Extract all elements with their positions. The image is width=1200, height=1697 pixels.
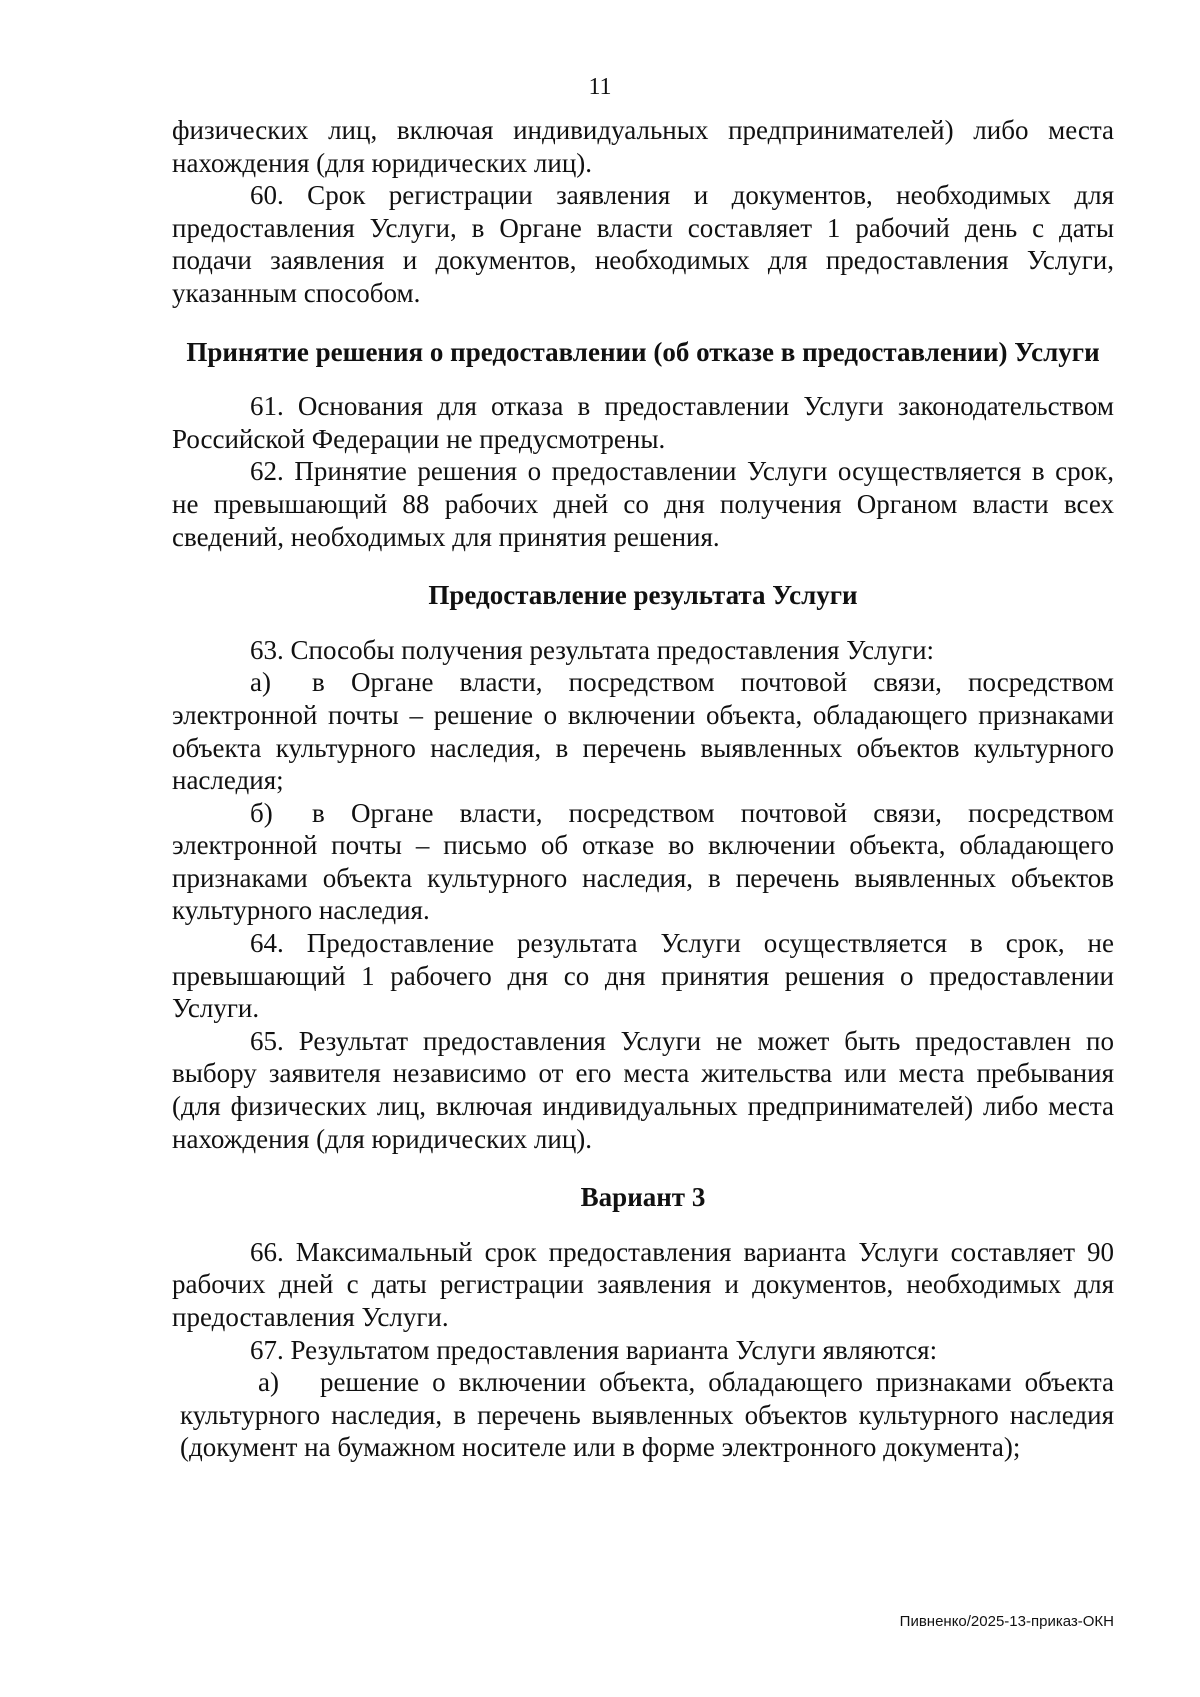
list-item-b	[172, 797, 1114, 927]
paragraph-64: 64. Предоставление результата Услуги осуществляется в срок, не превышающий 1 рабочего дня со дня принятия решения о предоставлении Услуги.	[172, 928, 1114, 1024]
paragraph-65: 65. Результат предоставления Услуги не может быть предоставлен по выбору заявителя независимо от его места жительства или места пребывания (для физических лиц, включая индивидуальных предпринимателей) либо места нахождения (для юридических лиц).	[172, 1025, 1114, 1154]
paragraph-62: 62. Принятие решения о предоставлении Услуги осуществляется в срок, не превышающий 88 рабочих дней со дня получения Органом власти всех сведений, необходимых для принятия решения.	[172, 456, 1114, 552]
document-body	[172, 114, 1114, 1464]
list-marker: а)	[258, 1367, 279, 1398]
list-item-text: в Органе власти, посредством почтовой связи, посредством электронной почты – решение о включении объекта, обладающего признаками объекта культурного наследия, в перечень выявленных объектов культурного наследия;	[172, 667, 1114, 796]
list-item-a	[172, 1366, 1114, 1464]
section-heading-result: Предоставление результата Услуги	[428, 580, 858, 611]
list-item-text: в Органе власти, посредством почтовой связи, посредством электронной почты – письмо об отказе во включении объекта, обладающего признаками объекта культурного наследия, в перечень выявленных объектов культурного наследия.	[172, 797, 1114, 926]
paragraph-61: 61. Основания для отказа в предоставлении Услуги законодательством Российской Федерации не предусмотрены.	[172, 391, 1114, 454]
paragraph-continuation: физических лиц, включая индивидуальных предпринимателей) либо места нахождения (для юридических лиц).	[172, 115, 1114, 178]
paragraph-67: 67. Результатом предоставления варианта Услуги являются:	[250, 1334, 938, 1365]
section-heading-variant-3: Вариант 3	[580, 1182, 706, 1213]
page-number: 11	[588, 74, 612, 100]
list-item-text: решение о включении объекта, обладающего признаками объекта культурного наследия, в перечень выявленных объектов культурного наследия (документ на бумажном носителе или в форме электронного документа);	[180, 1367, 1114, 1463]
paragraph-60: 60. Срок регистрации заявления и документов, необходимых для предоставления Услуги, в Органе власти составляет 1 рабочий день с даты подачи заявления и документов, необходимых для предоставления Услуги, указанным способом.	[172, 180, 1114, 308]
paragraph-66: 66. Максимальный срок предоставления варианта Услуги составляет 90 рабочих дней с даты регистрации заявления и документов, необходимых для предоставления Услуги.	[172, 1236, 1114, 1332]
paragraph-63: 63. Способы получения результата предоставления Услуги:	[250, 634, 935, 665]
list-marker: б)	[250, 797, 273, 828]
document-footer-id: Пивненко/2025-13-приказ-ОКН	[899, 1613, 1114, 1630]
list-marker: а)	[250, 667, 271, 698]
section-heading-decision: Принятие решения о предоставлении (об отказе в предоставлении) Услуги	[186, 336, 1100, 367]
list-item-a	[172, 666, 1114, 796]
